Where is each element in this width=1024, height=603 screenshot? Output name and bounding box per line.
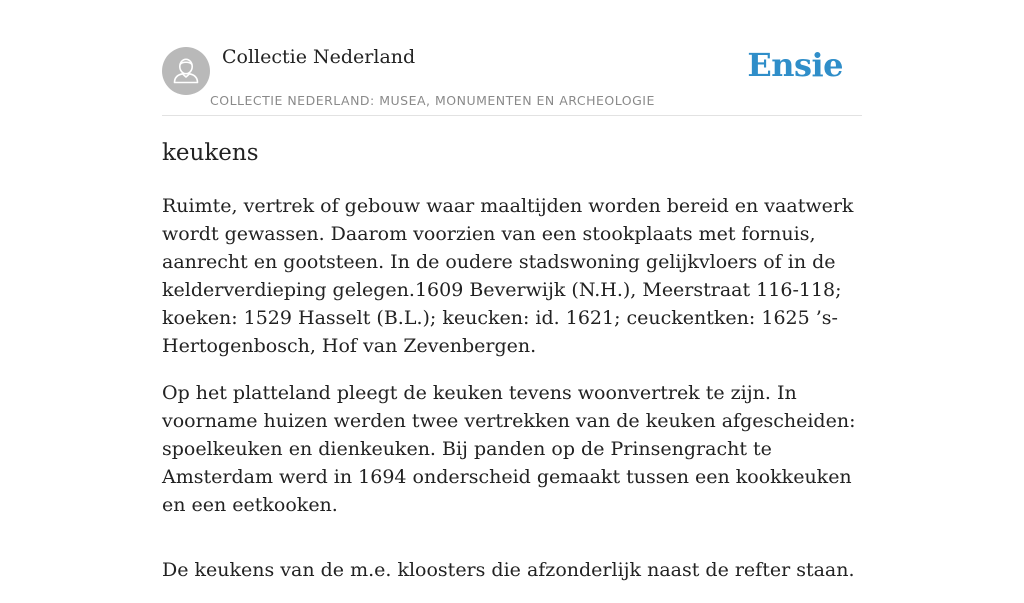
user-icon [162, 47, 210, 95]
ensie-logo[interactable]: Ensie [747, 46, 843, 84]
author-name[interactable]: Collectie Nederland [222, 46, 416, 68]
entry-paragraph: Ruimte, vertrek of gebouw waar maaltijden worden bereid en vaatwerk wordt gewassen. Daarom voorzien van een stookplaats met fornuis, aanrecht en gootsteen. In de oudere stadswoning gelijkvloers of in de kelderverdieping gelegen.1609 Beverwijk (N.H.), Meerstraat 116-118; koeken: 1529 Hasselt (B.L.); keucken: id. 1621; ceuckentken: 1625 ’s-Hertogenbosch, Hof van Zevenbergen. [162, 195, 854, 357]
source-label[interactable]: COLLECTIE NEDERLAND: MUSEA, MONUMENTEN EN ARCHEOLOGIE [210, 93, 655, 108]
page-container [162, 0, 862, 581]
entry-body [162, 192, 862, 603]
entry-paragraph: De keukens van de m.e. kloosters die afzonderlijk naast de refter staan. [162, 559, 855, 581]
header [162, 0, 862, 116]
entry-paragraph: Op het platteland pleegt de keuken tevens woonvertrek te zijn. In voorname huizen werden twee vertrekken van de keuken afgescheiden: spoelkeuken en dienkeuken. Bij panden op de Prinsengracht te Amsterdam werd in 1694 onderscheid gemaakt tussen een kookkeuken en een eetkooken. [162, 382, 856, 516]
avatar[interactable] [162, 47, 210, 95]
entry-term: keukens [162, 140, 259, 166]
